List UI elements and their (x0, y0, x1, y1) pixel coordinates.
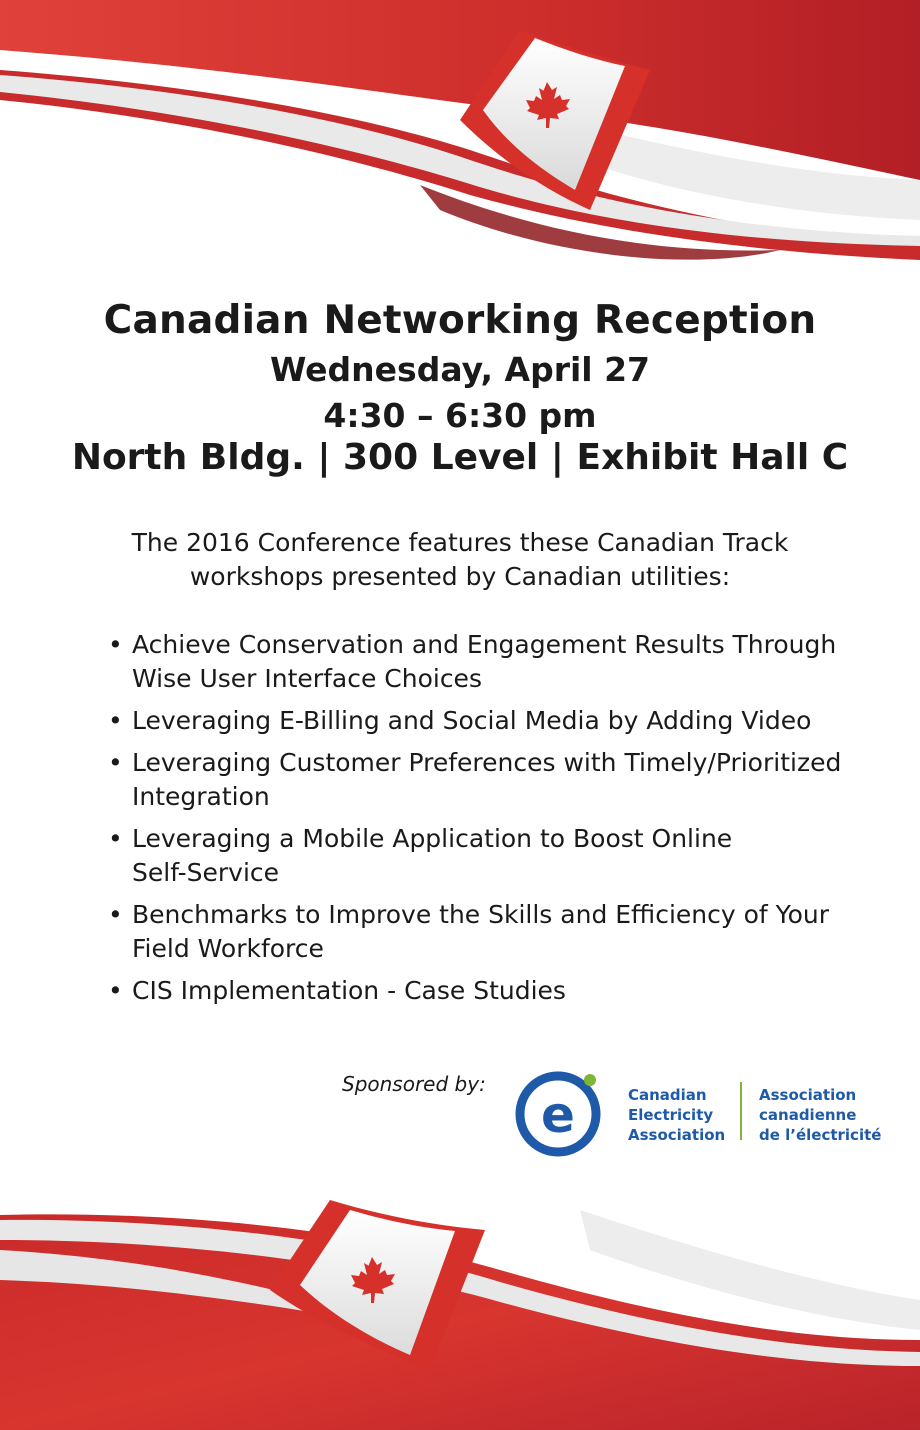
workshop-line: Achieve Conservation and Engagement Results Through (132, 630, 837, 659)
sponsor-name-line: Electricity (628, 1106, 714, 1124)
event-date: Wednesday, April 27 (269, 350, 651, 389)
list-item (108, 704, 898, 738)
list-item (108, 628, 898, 696)
top-flag-banner (0, 0, 920, 280)
sponsor-name-line: Association (628, 1126, 726, 1144)
intro-line: The 2016 Conference features these Canadian Track (131, 528, 789, 557)
bottom-flag-banner (0, 1190, 920, 1430)
bullet-icon: • (108, 900, 123, 929)
sponsor-label: Sponsored by: (342, 1072, 486, 1096)
workshop-line: Leveraging a Mobile Application to Boost Online (132, 824, 733, 853)
logo-letter: e (541, 1086, 575, 1144)
workshop-line: Benchmarks to Improve the Skills and Efficiency of Your (132, 900, 830, 929)
workshop-line: CIS Implementation - Case Studies (132, 976, 566, 1005)
event-time: 4:30 – 6:30 pm (323, 396, 597, 435)
workshop-list (108, 628, 898, 1016)
list-item (108, 974, 898, 1008)
sponsor-divider (740, 1082, 742, 1140)
sponsor-name-line: de l’électricité (759, 1126, 882, 1144)
sponsor-name-line: Canadian (628, 1086, 707, 1104)
workshop-line: Integration (132, 782, 270, 811)
bullet-icon: • (108, 748, 123, 777)
list-item (108, 746, 898, 814)
sponsor-name-en (628, 1085, 725, 1145)
cea-logo-icon (514, 1066, 606, 1158)
workshop-line: Field Workforce (132, 934, 324, 963)
sponsor-name-line: canadienne (759, 1106, 857, 1124)
bullet-icon: • (108, 824, 123, 853)
list-item (108, 822, 898, 890)
workshop-line: Self-Service (132, 858, 280, 887)
workshop-line: Leveraging E-Billing and Social Media by Adding Video (132, 706, 812, 735)
intro-text (0, 526, 920, 594)
list-item (108, 898, 898, 966)
workshop-line: Wise User Interface Choices (132, 664, 482, 693)
bullet-icon: • (108, 630, 123, 659)
bullet-icon: • (108, 976, 123, 1005)
workshop-line: Leveraging Customer Preferences with Timely/Prioritized (132, 748, 842, 777)
bullet-icon: • (108, 706, 123, 735)
intro-line: workshops presented by Canadian utilities: (189, 562, 731, 591)
event-title: Canadian Networking Reception (103, 298, 817, 343)
event-location: North Bldg. | 300 Level | Exhibit Hall C (71, 437, 849, 478)
sponsor-name-line: Association (759, 1086, 857, 1104)
sponsor-name-fr (759, 1085, 881, 1145)
